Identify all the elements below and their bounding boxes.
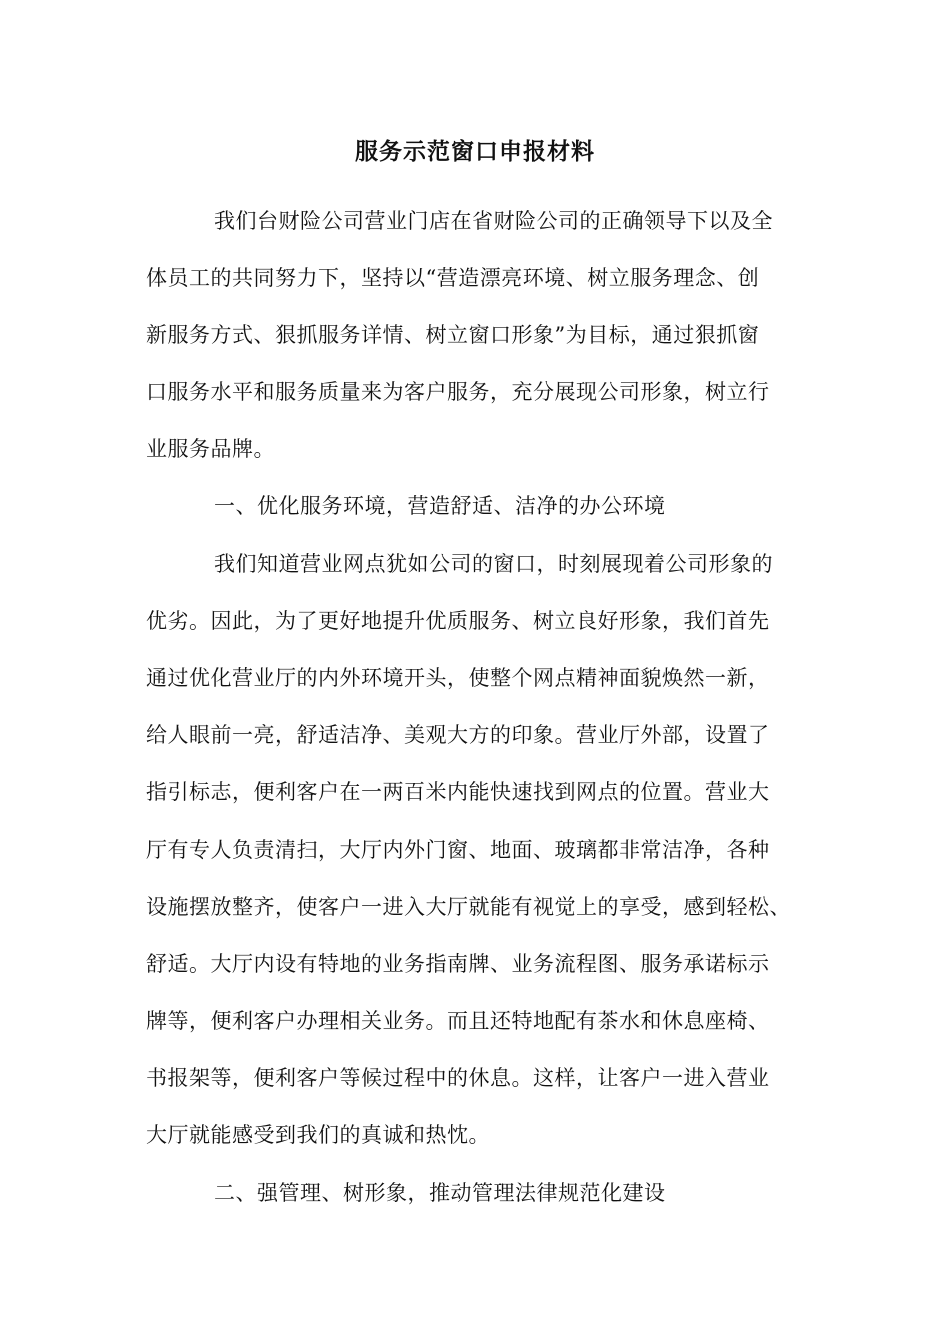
paragraph-line: 书报架等，便利客户等候过程中的休息。这样，让客户一进入营业 <box>146 1066 770 1090</box>
paragraph-line: 大厅就能感受到我们的真诚和热忱。 <box>146 1123 490 1147</box>
paragraph-line: 优劣。因此，为了更好地提升优质服务、树立良好形象，我们首先 <box>146 609 770 633</box>
paragraph-line: 指引标志，便利客户在一两百米内能快速找到网点的位置。营业大 <box>146 780 770 804</box>
paragraph-line: 业服务品牌。 <box>146 437 275 461</box>
section-heading: 二、强管理、树形象，推动管理法律规范化建设 <box>214 1181 666 1205</box>
paragraph-line: 给人眼前一亮，舒适洁净、美观大方的印象。营业厅外部，设置了 <box>146 723 770 747</box>
paragraph-line: 体员工的共同努力下，坚持以“营造漂亮环境、树立服务理念、创 <box>146 266 760 290</box>
section-heading: 一、优化服务环境，营造舒适、洁净的办公环境 <box>214 494 666 518</box>
paragraph-line: 口服务水平和服务质量来为客户服务，充分展现公司形象，树立行 <box>146 380 770 404</box>
paragraph-line: 我们知道营业网点犹如公司的窗口，时刻展现着公司形象的 <box>214 552 773 576</box>
paragraph-line: 厅有专人负责清扫，大厅内外门窗、地面、玻璃都非常洁净，各种 <box>146 838 770 862</box>
paragraph-line: 新服务方式、狠抓服务详情、树立窗口形象”为目标，通过狠抓窗 <box>146 323 760 347</box>
paragraph-line: 设施摆放整齐，使客户一进入大厅就能有视觉上的享受，感到轻松、 <box>146 895 791 919</box>
paragraph-line: 我们台财险公司营业门店在省财险公司的正确领导下以及全 <box>214 209 773 233</box>
paragraph-line: 舒适。大厅内设有特地的业务指南牌、业务流程图、服务承诺标示 <box>146 952 770 976</box>
document-title: 服务示范窗口申报材料 <box>355 138 595 165</box>
paragraph-line: 通过优化营业厅的内外环境开头，使整个网点精神面貌焕然一新， <box>146 666 770 690</box>
paragraph-line: 牌等，便利客户办理相关业务。而且还特地配有茶水和休息座椅、 <box>146 1009 770 1033</box>
